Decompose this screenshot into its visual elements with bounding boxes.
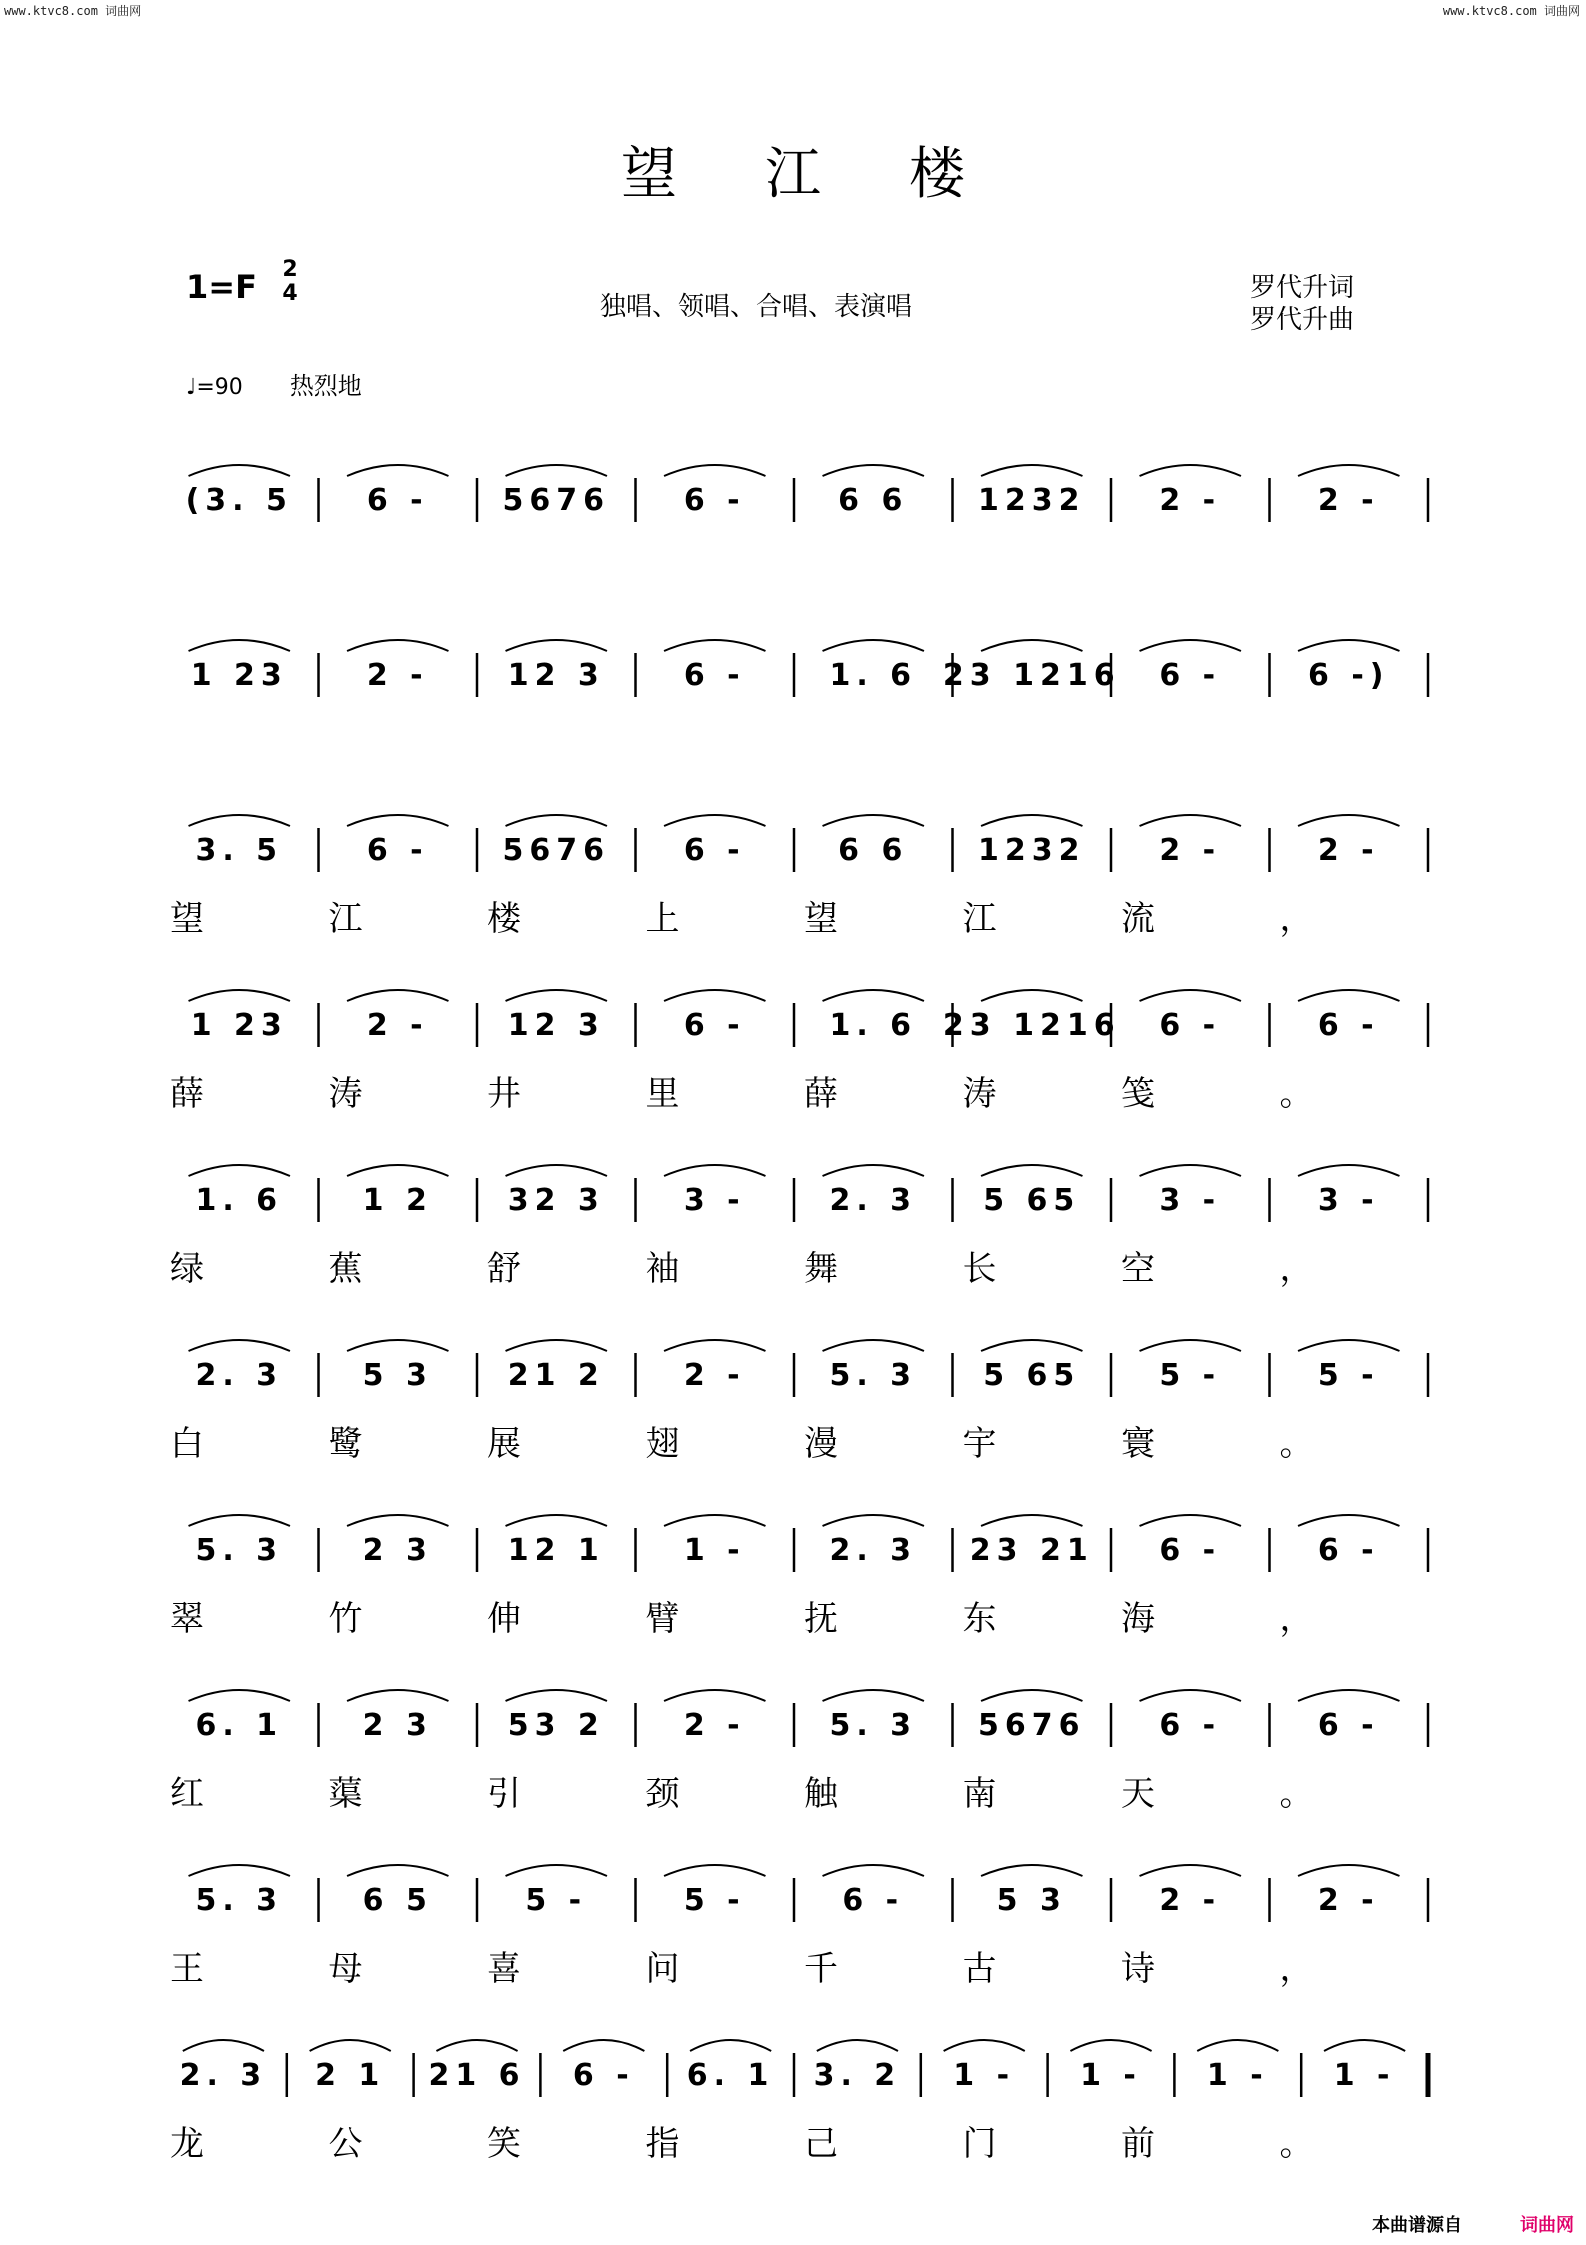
slur — [506, 1165, 607, 1176]
lyric-char: 海 — [1121, 1599, 1155, 1639]
lyric-char: 望 — [170, 899, 204, 939]
slur — [189, 465, 290, 476]
slur — [1140, 815, 1241, 826]
notes-measure: 6 - — [683, 483, 746, 518]
notes-measure: 6 - — [366, 483, 429, 518]
notes-measure: 3 - — [1159, 1183, 1222, 1218]
performance-forms: 独唱、领唱、合唱、表演唱 — [600, 292, 913, 322]
notes-measure: 2 - — [1317, 483, 1380, 518]
notes-measure: 5. 3 — [829, 1358, 918, 1393]
lyric-char: 舞 — [804, 1249, 838, 1289]
slur — [506, 465, 607, 476]
notes-measure: 1 23 — [190, 1008, 288, 1043]
slur — [1298, 815, 1399, 826]
slur — [664, 1165, 765, 1176]
notes-measure: 3 - — [683, 1183, 746, 1218]
key-signature: 1=F — [186, 268, 257, 306]
lyric-char: 红 — [170, 1774, 204, 1814]
notes-measure: 5 - — [683, 1883, 746, 1918]
notes-measure: 21 2 — [507, 1358, 605, 1393]
lyric-char: 触 — [804, 1774, 838, 1814]
lyric-char: 抚 — [804, 1599, 838, 1639]
slur — [823, 640, 924, 651]
notes-measure: 5676 — [502, 483, 610, 518]
notes-measure: 6 - — [842, 1883, 905, 1918]
notes-measure: 6 - — [683, 833, 746, 868]
notes-measure: 23 1216 — [942, 1008, 1121, 1043]
footer-source: 本曲谱源自 — [1372, 2215, 1462, 2236]
lyric-char: 笑 — [487, 2124, 521, 2164]
lyric-char: 展 — [487, 1424, 521, 1464]
notes-measure: 1. 6 — [829, 1008, 918, 1043]
slur — [1298, 465, 1399, 476]
slur — [506, 990, 607, 1001]
lyric-char: 。 — [1279, 1424, 1314, 1464]
lyric-char: 上 — [645, 899, 680, 939]
slur — [189, 640, 290, 651]
slur — [1298, 1515, 1399, 1526]
lyric-char: 望 — [804, 899, 838, 939]
lyric-char: 翅 — [645, 1424, 680, 1464]
notes-measure: 2 3 — [362, 1533, 433, 1568]
notes-measure: 5 65 — [983, 1358, 1081, 1393]
notes-measure: 2 - — [683, 1708, 746, 1743]
tempo-mark: ♩=90 — [186, 375, 243, 400]
notes-measure: 6 - — [1159, 658, 1222, 693]
slur — [981, 1340, 1082, 1351]
slur — [823, 1690, 924, 1701]
slur — [823, 1340, 924, 1351]
notes-measure: 5 65 — [983, 1183, 1081, 1218]
notes-measure: 2 - — [1317, 833, 1380, 868]
notes-measure: 6 - — [1159, 1708, 1222, 1743]
slur — [347, 640, 448, 651]
slur — [1324, 2040, 1405, 2051]
notes-measure: 6 - — [683, 1008, 746, 1043]
lyric-char: 王 — [170, 1949, 204, 1989]
notes-measure: 5676 — [502, 833, 610, 868]
lyric-char: 天 — [1121, 1774, 1155, 1814]
notes-measure: 1 - — [953, 2058, 1016, 2093]
slur — [506, 1865, 607, 1876]
notes-measure: 6 -) — [1308, 658, 1390, 693]
notes-measure: 23 21 — [969, 1533, 1094, 1568]
slur — [1070, 2040, 1151, 2051]
slur — [189, 1515, 290, 1526]
slur — [823, 815, 924, 826]
slur — [981, 465, 1082, 476]
slur — [1140, 1165, 1241, 1176]
notes-measure: 2 - — [1159, 483, 1222, 518]
lyric-char: ， — [1279, 1249, 1314, 1289]
slur — [664, 1690, 765, 1701]
slur — [1140, 465, 1241, 476]
notes-measure: 6 - — [1317, 1008, 1380, 1043]
lyric-char: 蕖 — [328, 1774, 363, 1814]
notes-measure: 12 3 — [507, 658, 605, 693]
lyric-char: 里 — [645, 1074, 680, 1114]
lyric-char: 己 — [804, 2124, 838, 2164]
notes-measure: 5 - — [1317, 1358, 1380, 1393]
notes-measure: 6. 1 — [686, 2058, 775, 2093]
lyric-char: 涛 — [962, 1074, 997, 1114]
slur — [1140, 1340, 1241, 1351]
slur — [664, 990, 765, 1001]
notes-measure: 3 - — [1317, 1183, 1380, 1218]
slur — [347, 1340, 448, 1351]
song-title: 望江楼 — [621, 142, 1053, 207]
slur — [1298, 1690, 1399, 1701]
slur — [1298, 1865, 1399, 1876]
slur — [189, 1865, 290, 1876]
notes-measure: 5. 3 — [195, 1883, 284, 1918]
meter-bottom: 4 — [282, 281, 298, 306]
notes-measure: 6 5 — [362, 1883, 433, 1918]
lyric-char: 漫 — [804, 1424, 838, 1464]
notes-measure: 2 - — [1159, 1883, 1222, 1918]
notes-measure: 5 3 — [362, 1358, 433, 1393]
footer-site: 词曲网 — [1520, 2215, 1574, 2236]
notes-measure: 6 - — [683, 658, 746, 693]
lyric-char: 空 — [1121, 1249, 1155, 1289]
notes-measure: 1 - — [683, 1533, 746, 1568]
notes-measure: 23 1216 — [942, 658, 1121, 693]
slur — [664, 815, 765, 826]
slur — [347, 1515, 448, 1526]
lyric-char: 千 — [804, 1949, 838, 1989]
slur — [506, 1340, 607, 1351]
notes-measure: 2 3 — [362, 1708, 433, 1743]
notes-measure: 12 1 — [507, 1533, 605, 1568]
notes-measure: 5676 — [978, 1708, 1086, 1743]
slur — [1140, 1690, 1241, 1701]
slur — [1140, 640, 1241, 651]
lyric-char: 。 — [1279, 2124, 1314, 2164]
slur — [1298, 640, 1399, 651]
watermark-right: www.ktvc8.com 词曲网 — [1442, 4, 1580, 18]
lyric-char: 前 — [1121, 2124, 1155, 2164]
notes-measure: 2 - — [683, 1358, 746, 1393]
notes-measure: 5. 3 — [829, 1708, 918, 1743]
notes-measure: 53 2 — [507, 1708, 605, 1743]
lyric-char: 母 — [328, 1949, 363, 1989]
slur — [664, 1515, 765, 1526]
slur — [506, 1515, 607, 1526]
notes-measure: 6 - — [1317, 1533, 1380, 1568]
watermark-left: www.ktvc8.com 词曲网 — [4, 4, 142, 18]
slur — [506, 1690, 607, 1701]
notes-measure: 2. 3 — [829, 1183, 918, 1218]
slur — [981, 1165, 1082, 1176]
slur — [189, 1690, 290, 1701]
notes-measure: 6 - — [1317, 1708, 1380, 1743]
notes-measure: 5. 3 — [195, 1533, 284, 1568]
slur — [1140, 990, 1241, 1001]
lyric-char: 井 — [487, 1074, 521, 1114]
notes-measure: (3. 5 — [185, 483, 293, 518]
notes-measure: 1232 — [978, 833, 1086, 868]
notes-measure: 5 - — [525, 1883, 588, 1918]
slur — [1298, 1165, 1399, 1176]
slur — [1197, 2040, 1278, 2051]
lyric-char: 竹 — [328, 1599, 363, 1639]
notes-measure: 32 3 — [507, 1183, 605, 1218]
notes-measure: 6 6 — [838, 833, 909, 868]
notes-measure: 2 1 — [315, 2058, 386, 2093]
lyric-char: 笺 — [1121, 1074, 1155, 1114]
slur — [347, 1165, 448, 1176]
slur — [436, 2040, 517, 2051]
lyric-char: 舒 — [487, 1249, 521, 1289]
notes-measure: 6 - — [1159, 1008, 1222, 1043]
notes-measure: 6 - — [1159, 1533, 1222, 1568]
lyric-char: 宇 — [962, 1424, 997, 1464]
slur — [664, 640, 765, 651]
notes-measure: 2. 3 — [195, 1358, 284, 1393]
slur — [823, 990, 924, 1001]
lyric-char: 龙 — [170, 2124, 204, 2164]
notes-measure: 2 - — [366, 658, 429, 693]
lyric-char: 蕉 — [328, 1249, 363, 1289]
slur — [981, 815, 1082, 826]
lyric-char: 古 — [962, 1949, 997, 1989]
notes-measure: 1 23 — [190, 658, 288, 693]
lyric-char: ， — [1279, 1949, 1314, 1989]
slur — [817, 2040, 898, 2051]
notes-measure: 1 - — [1333, 2058, 1396, 2093]
slur — [189, 1340, 290, 1351]
lyric-char: 伸 — [487, 1599, 521, 1639]
slur — [1140, 1515, 1241, 1526]
lyric-char: 。 — [1279, 1774, 1314, 1814]
notes-measure: 1. 6 — [195, 1183, 284, 1218]
lyric-char: 袖 — [645, 1249, 680, 1289]
slur — [347, 1865, 448, 1876]
notes-measure: 2 - — [366, 1008, 429, 1043]
notes-measure: 6 - — [366, 833, 429, 868]
slur — [506, 640, 607, 651]
lyric-char: 流 — [1121, 899, 1155, 939]
lyric-char: 公 — [328, 2124, 363, 2164]
composer: 罗代升曲 — [1250, 305, 1355, 335]
slur — [823, 465, 924, 476]
notes-measure: 2. 3 — [179, 2058, 268, 2093]
slur — [347, 1690, 448, 1701]
slur — [944, 2040, 1025, 2051]
slur — [664, 1340, 765, 1351]
slur — [981, 1690, 1082, 1701]
tempo-expression: 热烈地 — [289, 372, 362, 400]
lyric-char: 翠 — [170, 1599, 204, 1639]
lyric-char: 薛 — [170, 1074, 204, 1114]
notes-measure: 1. 6 — [829, 658, 918, 693]
slur — [189, 990, 290, 1001]
lyric-char: 江 — [962, 899, 997, 939]
slur — [1298, 1340, 1399, 1351]
lyric-char: 臂 — [645, 1599, 680, 1639]
slur — [981, 990, 1082, 1001]
lyric-char: 鹭 — [328, 1424, 363, 1464]
lyric-char: 门 — [962, 2124, 997, 2164]
lyric-char: 东 — [962, 1599, 997, 1639]
slur — [183, 2040, 264, 2051]
lyricist: 罗代升词 — [1250, 273, 1355, 303]
slur — [347, 465, 448, 476]
slur — [310, 2040, 391, 2051]
lyric-char: ， — [1279, 899, 1314, 939]
notes-measure: 3. 5 — [195, 833, 284, 868]
slur — [664, 465, 765, 476]
notes-measure: 3. 2 — [813, 2058, 902, 2093]
notes-measure: 6. 1 — [195, 1708, 284, 1743]
lyric-char: 长 — [962, 1249, 997, 1289]
slur — [506, 815, 607, 826]
lyric-char: 喜 — [487, 1949, 521, 1989]
slur — [189, 815, 290, 826]
slur — [823, 1515, 924, 1526]
slur — [347, 815, 448, 826]
slur — [1298, 990, 1399, 1001]
slur — [189, 1165, 290, 1176]
slur — [347, 990, 448, 1001]
slur — [823, 1865, 924, 1876]
notes-measure: 6 - — [572, 2058, 635, 2093]
slur — [981, 1865, 1082, 1876]
notes-measure: 5 - — [1159, 1358, 1222, 1393]
lyric-char: 涛 — [328, 1074, 363, 1114]
slur — [1140, 1865, 1241, 1876]
notes-measure: 2 - — [1317, 1883, 1380, 1918]
notes-measure: 1 - — [1080, 2058, 1142, 2093]
lyric-char: 白 — [170, 1424, 204, 1464]
notes-measure: 2 - — [1159, 833, 1222, 868]
lyric-char: 寰 — [1121, 1424, 1155, 1464]
lyric-char: 薛 — [804, 1074, 838, 1114]
notes-measure: 12 3 — [507, 1008, 605, 1043]
lyric-char: 。 — [1279, 1074, 1314, 1114]
lyric-char: ， — [1279, 1599, 1314, 1639]
notes-measure: 6 6 — [838, 483, 909, 518]
meter-top: 2 — [282, 257, 298, 282]
notes-measure: 1232 — [978, 483, 1086, 518]
lyric-char: 诗 — [1121, 1949, 1155, 1989]
lyric-char: 绿 — [170, 1249, 204, 1289]
lyric-char: 指 — [645, 2124, 680, 2164]
slur — [981, 1515, 1082, 1526]
slur — [664, 1865, 765, 1876]
slur — [981, 640, 1082, 651]
slur — [690, 2040, 771, 2051]
notes-measure: 21 6 — [428, 2058, 526, 2093]
notes-measure: 1 - — [1206, 2058, 1269, 2093]
slur — [823, 1165, 924, 1176]
lyric-char: 引 — [487, 1774, 521, 1814]
lyric-char: 南 — [962, 1774, 997, 1814]
notes-measure: 1 2 — [362, 1183, 433, 1218]
lyric-char: 问 — [645, 1949, 680, 1989]
notes-measure: 2. 3 — [829, 1533, 918, 1568]
lyric-char: 楼 — [487, 899, 521, 939]
lyric-char: 江 — [328, 899, 363, 939]
lyric-char: 颈 — [645, 1774, 680, 1814]
notes-measure: 5 3 — [996, 1883, 1067, 1918]
slur — [563, 2040, 644, 2051]
